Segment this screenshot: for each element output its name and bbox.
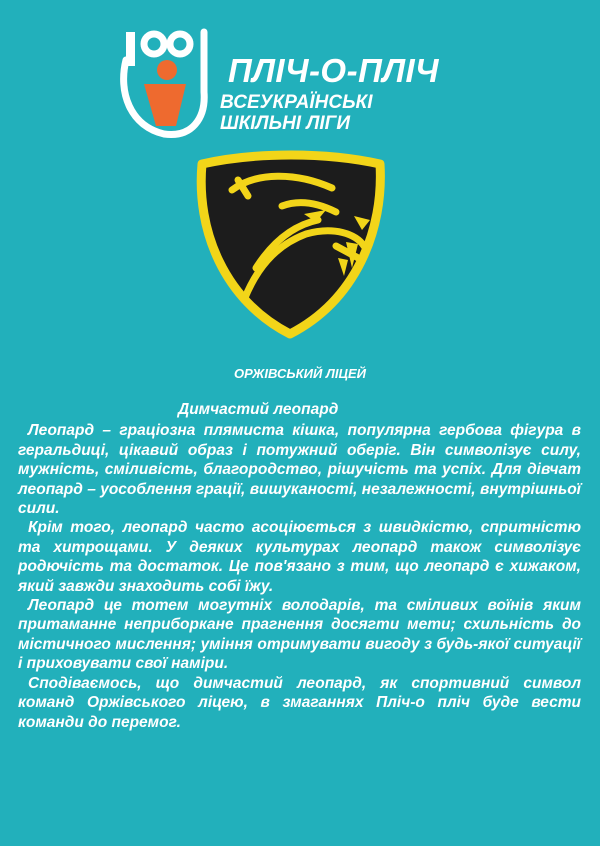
brand-subtitle-line1: ВСЕУКРАЇНСЬКІ [220, 92, 373, 113]
article-paragraph: Сподіваємось, що димчастий леопард, як спортивний символ команд Оржівського ліцею, в змаганнях Пліч-о пліч буде вести команди до перемог. [18, 674, 581, 731]
leopard-shield-icon [186, 150, 394, 340]
article-title: Димчастий леопард [178, 401, 339, 418]
article [18, 400, 581, 732]
brand-header [112, 22, 492, 142]
article-paragraph: Крім того, леопард часто асоціюється з швидкістю, спритністю та хитрощами. У деяких культурах леопард також символізує родючість та достаток. Це пов'язано з тим, що леопард є хижаком, який завжди знаходить собі їжу. [18, 519, 581, 595]
plich-o-plich-logo-icon [112, 22, 212, 140]
article-paragraph: Леопард це тотем могутніх володарів, та сміливих воїнів яким притаманне неприборкане прагнення досягти мети; схильність до містичного мислення; уміння отримувати вигоду з будь-якої ситуації і приховувати свої наміри. [18, 597, 581, 673]
article-paragraph: Леопард – граціозна плямиста кішка, популярна гербова фігура в геральдиці, цікавий образ і потужний оберіг. Він символізує силу, мужність, сміливість, благородство, рішучість та успіх. Для дівчат леопард – уособлення грації, вишуканості, незалежності, внутрішньої сили. [18, 422, 581, 518]
brand-subtitle [220, 92, 373, 134]
brand-title: ПЛІЧ-О-ПЛІЧ [228, 52, 440, 89]
school-name: ОРЖІВСЬКИЙ ЛІЦЕЙ [234, 366, 366, 381]
brand-subtitle-line2: ШКІЛЬНІ ЛІГИ [220, 113, 351, 134]
